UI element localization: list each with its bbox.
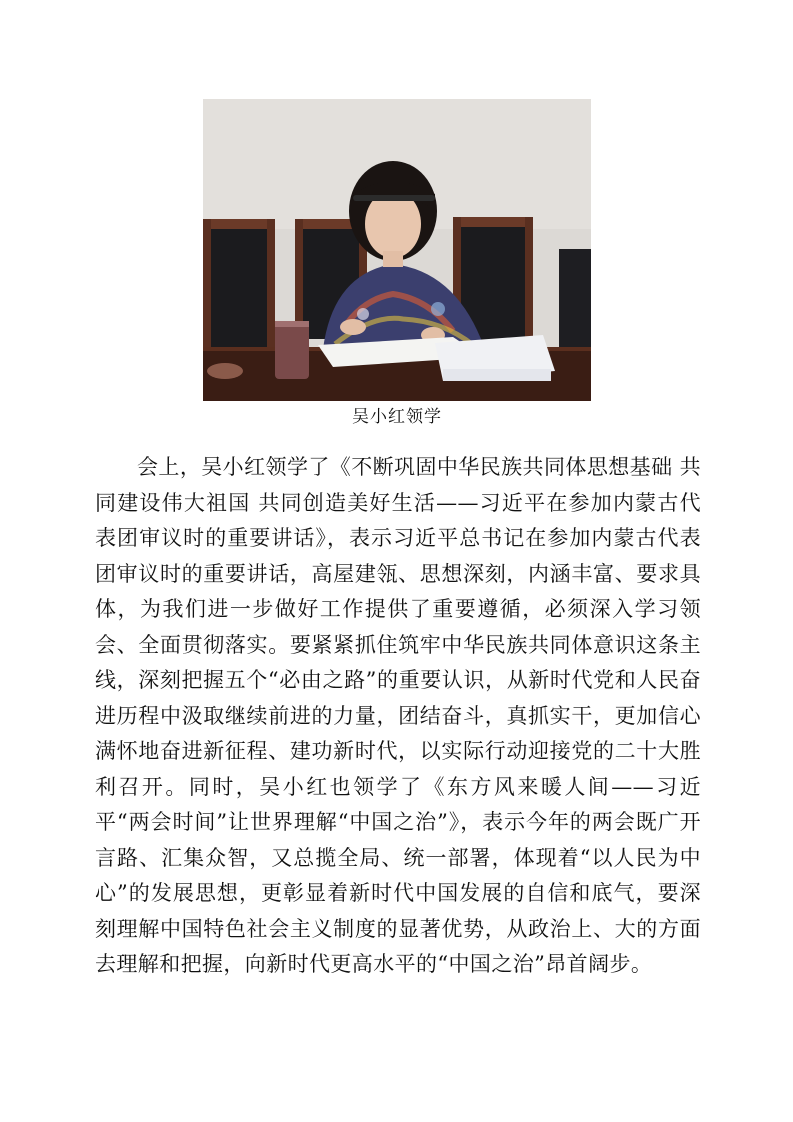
article-body [95,450,701,983]
article-paragraph: 会上，吴小红领学了《不断巩固中华民族共同体思想基础 共同建设伟大祖国 共同创造美好生活——习近平在参加内蒙古代表团审议时的重要讲话》，表示习近平总书记在参加内蒙古代表团审议时的重要讲话，高屋建瓴、思想深刻，内涵丰富、要求具体，为我们进一步做好工作提供了重要遵循，必须深入学习领会、全面贯彻落实。要紧紧抓住筑牢中华民族共同体意识这条主线，深刻把握五个“必由之路”的重要认识，从新时代党和人民奋进历程中汲取继续前进的力量，团结奋斗，真抓实干，更加信心满怀地奋进新征程、建功新时代，以实际行动迎接党的二十大胜利召开。同时，吴小红也领学了《东方风来暖人间——习近平“两会时间”让世界理解“中国之治”》，表示今年的两会既广开言路、汇集众智，又总揽全局、统一部署，体现着“以人民为中心”的发展思想，更彰显着新时代中国发展的自信和底气，要深刻理解中国特色社会主义制度的显著优势，从政治上、大的方面去理解和把握，向新时代更高水平的“中国之治”昂首阔步。 [95,455,701,976]
photo-caption: 吴小红领学 [352,407,442,427]
meeting-photo [203,99,591,401]
woman-at-desk-illustration [203,99,591,401]
